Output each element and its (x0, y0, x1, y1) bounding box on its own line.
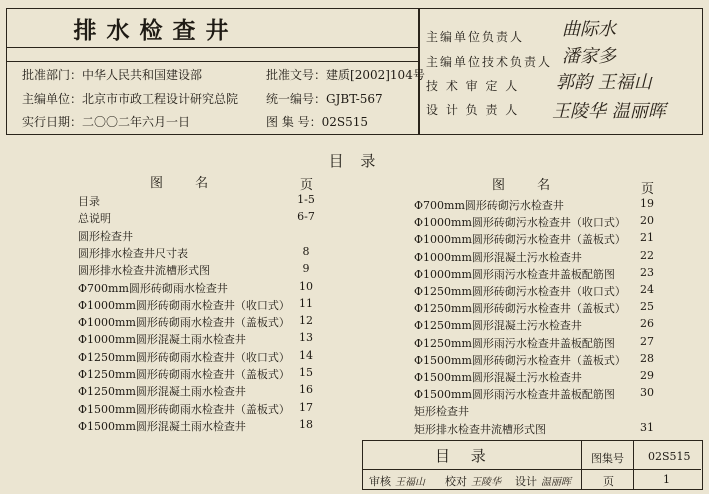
approval-doc-value: 建质[2002]104号 (326, 68, 425, 82)
toc-entry-page: 29 (640, 369, 654, 382)
toc-entry-name: 圆形排水检查井流槽形式图 (78, 264, 210, 278)
unified-no (266, 90, 383, 107)
resp-label-chief-unit: 主编单位负责人 (426, 30, 525, 44)
page-label: 页 (603, 475, 614, 488)
toc-entry-name: Φ1500mm圆形砖砌雨水检查井（盖板式） (78, 402, 290, 416)
toc-entry-page: 9 (302, 262, 310, 276)
atlas-no (266, 113, 368, 130)
toc-entry-page: 28 (640, 351, 654, 365)
toc-entry-page: 23 (640, 265, 654, 279)
toc-entry-name: Φ1500mm圆形混凝土污水检查井 (414, 371, 582, 384)
toc-right-page-header: 页 (641, 182, 655, 197)
toc-entry-page: 20 (640, 214, 654, 228)
toc-entry-page: 17 (299, 400, 313, 414)
toc-entry-name: 目录 (78, 195, 100, 208)
editor-unit (22, 90, 238, 107)
page-number: 1 (663, 473, 670, 486)
approval-dept (22, 66, 202, 83)
toc-entry-name: Φ1000mm圆形砖砌污水检查井（盖板式） (414, 233, 626, 247)
signature-tech-review: 郭韵 王福山 (556, 72, 652, 93)
toc-entry-name: Φ1250mm圆形砖砌雨水检查井（盖板式） (78, 368, 290, 381)
check-signature: 王陵华 (471, 477, 501, 488)
toc-entry-name: Φ1250mm圆形混凝土雨水检查井 (78, 385, 246, 399)
toc-entry-name: Φ1500mm圆形雨污水检查井盖板配筋图 (414, 388, 615, 402)
approval-dept-label: 批准部门： (22, 68, 83, 82)
approval-doc-label: 批准文号： (266, 68, 327, 82)
unified-no-value: GJBT-567 (326, 92, 383, 106)
toc-entry-page: 24 (640, 283, 654, 296)
toc-entry-name: Φ1500mm圆形砖砌污水检查井（盖板式） (414, 353, 626, 367)
toc-entry-page: 18 (299, 417, 313, 431)
impl-date-value: 二〇〇二年六月一日 (82, 115, 191, 129)
resp-label-tech-review: 技 术 审 定 人 (426, 79, 520, 93)
toc-entry-page: 8 (302, 244, 310, 258)
toc-entry-page: 15 (299, 366, 313, 379)
editor-unit-label: 主编单位： (22, 92, 83, 106)
review-signature: 王福山 (395, 477, 425, 488)
toc-entry-name: Φ700mm圆形砖砌雨水检查井 (78, 281, 228, 295)
title-block-rule (363, 469, 701, 470)
toc-entry-name: Φ1250mm圆形砖砌污水检查井（收口式） (414, 285, 626, 298)
resp-label-design-chief: 设 计 负 责 人 (426, 103, 520, 117)
title-block (362, 440, 703, 490)
signature-chief-unit: 曲际水 (562, 19, 616, 40)
header-rule (6, 61, 418, 62)
header-rule (6, 47, 418, 48)
toc-entry-name: Φ700mm圆形砖砌污水检查井 (414, 199, 564, 212)
approval-dept-value: 中华人民共和国建设部 (82, 68, 203, 82)
toc-entry-page: 10 (299, 279, 313, 293)
design-label: 设计 (515, 475, 537, 488)
unified-no-label: 统一编号： (266, 92, 327, 106)
toc-entry-name: 矩形排水检查井流槽形式图 (414, 422, 546, 436)
toc-entry-page: 16 (299, 383, 313, 397)
toc-entry-name: 圆形排水检查井尺寸表 (78, 246, 188, 260)
toc-entry-page: 1-5 (297, 193, 315, 206)
toc-entry-name: 矩形检查井 (414, 405, 469, 419)
toc-entry-name: 总说明 (78, 212, 111, 226)
toc-entry-page: 30 (640, 386, 654, 400)
check-label: 校对 (445, 475, 467, 488)
toc-entry-name: Φ1250mm圆形雨污水检查井盖板配筋图 (414, 336, 615, 350)
toc-entry-page: 19 (640, 197, 654, 210)
toc-entry-name: 圆形检查井 (78, 229, 133, 243)
toc-entry-page: 26 (640, 317, 654, 331)
review-label: 审核 (369, 475, 391, 488)
toc-left-page-header: 页 (300, 178, 314, 193)
title-block-name: 目 录 (435, 447, 494, 465)
design-signature: 温丽晖 (541, 477, 571, 488)
toc-entry-page: 25 (640, 300, 654, 314)
toc-entry-name: Φ1000mm圆形砖砌污水检查井（收口式） (414, 216, 626, 230)
title-block-divider (633, 441, 634, 489)
impl-date-label: 实行日期： (22, 115, 83, 129)
toc-entry-page: 14 (299, 348, 313, 362)
toc-entry-name: Φ1000mm圆形混凝土污水检查井 (414, 250, 582, 264)
toc-entry-page: 13 (299, 331, 313, 345)
atlas-title: 排水检查井 (73, 18, 239, 44)
approval-doc (266, 66, 425, 83)
toc-entry-name: Φ1250mm圆形混凝土污水检查井 (414, 319, 582, 333)
title-block-atlas-no: 02S515 (648, 450, 691, 463)
toc-entry-name: Φ1000mm圆形砖砌雨水检查井（盖板式） (78, 316, 290, 330)
impl-date (22, 113, 190, 130)
toc-entry-name: Φ1000mm圆形砖砌雨水检查井（收口式） (78, 298, 290, 312)
toc-entry-page: 12 (299, 314, 313, 328)
atlas-no-label: 图 集 号： (266, 115, 322, 129)
toc-entry-page: 27 (640, 334, 654, 348)
toc-right-name-header: 图 名 (492, 178, 565, 193)
toc-entry-page: 6-7 (297, 210, 315, 224)
toc-entry-page: 22 (640, 248, 654, 262)
toc-entry-page: 11 (299, 296, 313, 310)
title-block-atlas-label: 图集号 (591, 452, 624, 465)
toc-entry-name: Φ1250mm圆形砖砌污水检查井（盖板式） (414, 302, 626, 316)
title-block-divider (581, 441, 582, 489)
toc-entry-name: Φ1000mm圆形混凝土雨水检查井 (78, 333, 246, 347)
editor-unit-value: 北京市市政工程设计研究总院 (82, 92, 239, 106)
atlas-no-value: 02S515 (321, 115, 369, 129)
toc-entry-page: 31 (640, 420, 654, 434)
toc-left-name-header: 图 名 (150, 176, 223, 191)
signature-tech-chief: 潘家多 (562, 46, 616, 67)
toc-entry-name: Φ1250mm圆形砖砌雨水检查井（收口式） (78, 350, 290, 364)
toc-title: 目 录 (328, 152, 382, 170)
signature-design-chief: 王陵华 温丽晖 (552, 101, 666, 122)
resp-label-tech-chief: 主编单位技术负责人 (426, 55, 553, 69)
toc-entry-name: Φ1000mm圆形雨污水检查井盖板配筋图 (414, 267, 615, 281)
toc-entry-page: 21 (640, 231, 654, 245)
toc-entry-name: Φ1500mm圆形混凝土雨水检查井 (78, 419, 246, 433)
